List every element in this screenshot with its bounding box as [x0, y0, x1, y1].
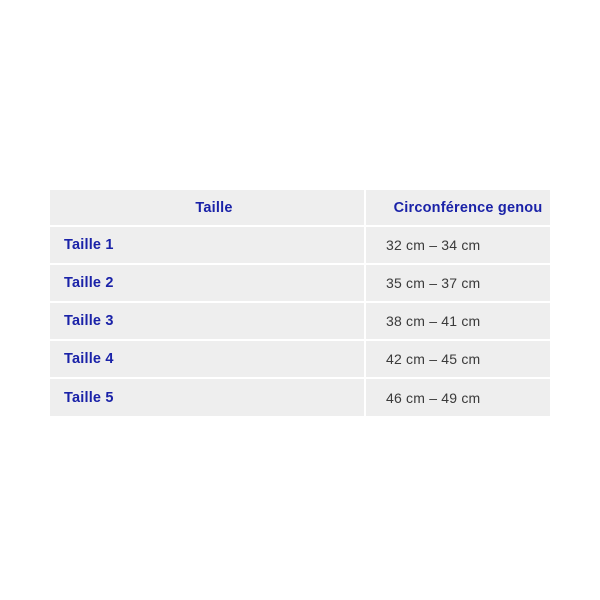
cell-size: Taille 4 [50, 340, 365, 378]
table-row [50, 264, 550, 302]
cell-circumference: 35 cm – 37 cm [386, 275, 481, 291]
cell-size: Taille 3 [50, 302, 365, 340]
cell-size: Taille 5 [50, 378, 365, 416]
column-header-circumference: Circonférence genou [393, 199, 543, 216]
table-row [50, 226, 550, 264]
cell-size: Taille 2 [50, 264, 365, 302]
cell-circumference: 32 cm – 34 cm [386, 237, 481, 253]
cell-size: Taille 1 [50, 226, 365, 264]
cell-circumference: 46 cm – 49 cm [386, 389, 481, 406]
size-chart [50, 190, 550, 416]
column-header-size: Taille [50, 190, 365, 226]
table-row [50, 378, 550, 416]
table-row [50, 302, 550, 340]
cell-circumference: 38 cm – 41 cm [386, 313, 481, 329]
table-row [50, 340, 550, 378]
cell-circumference: 42 cm – 45 cm [386, 351, 481, 367]
table-body [50, 226, 550, 416]
table-header-row [50, 190, 550, 226]
size-table [50, 190, 550, 416]
table-header [50, 190, 550, 226]
